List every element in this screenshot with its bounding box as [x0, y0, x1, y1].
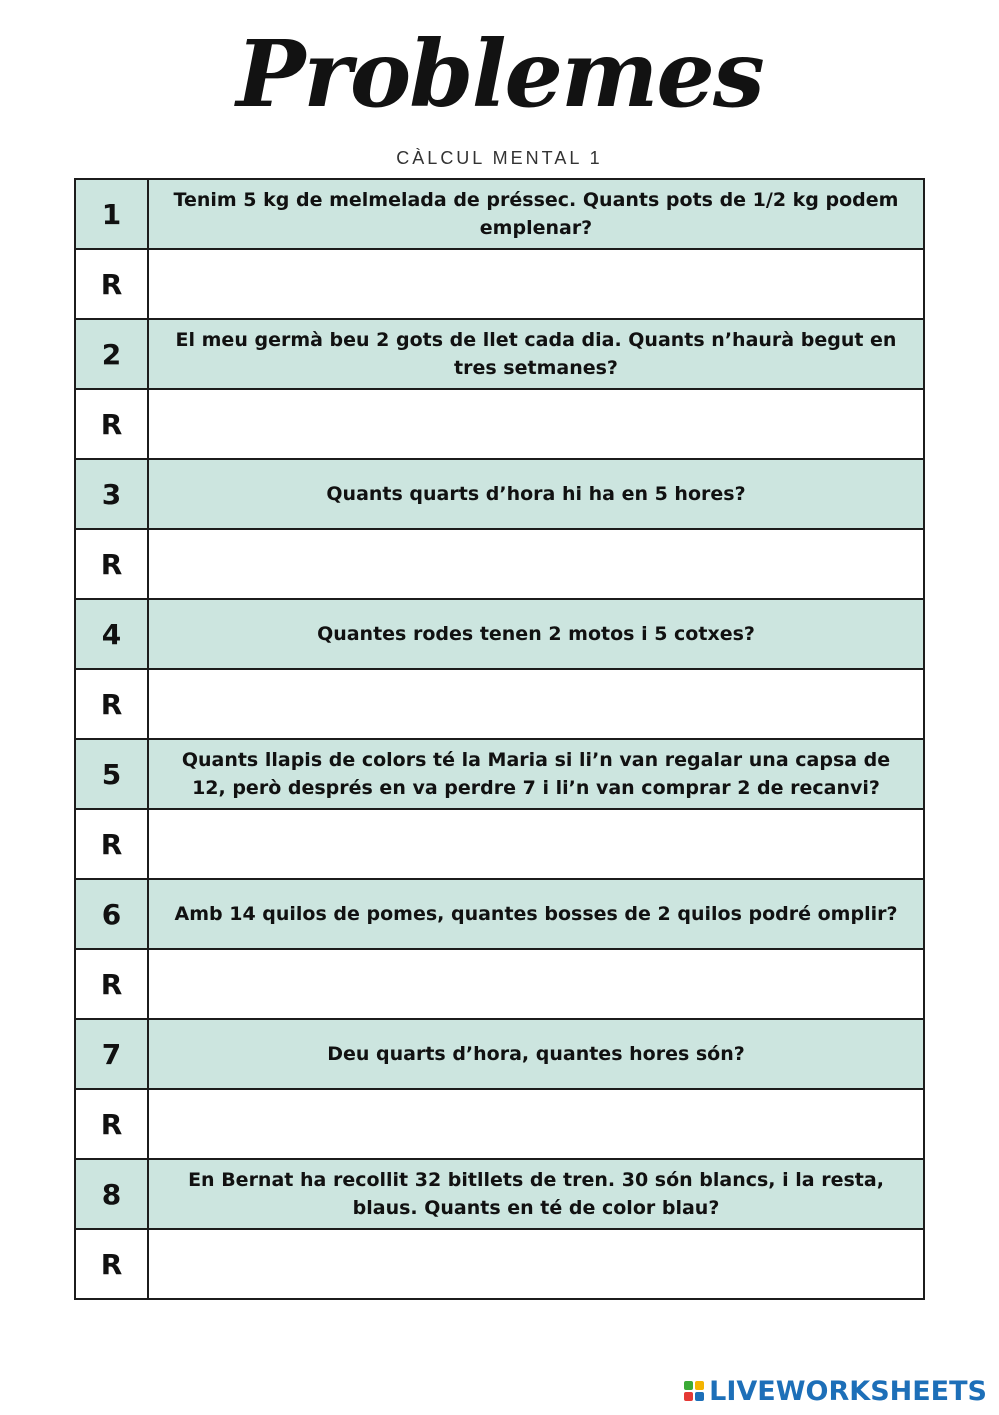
answer-field-2[interactable] — [148, 389, 924, 459]
answer-row-2 — [75, 389, 924, 459]
answer-row-3 — [75, 529, 924, 599]
problem-question: Quantes rodes tenen 2 motos i 5 cotxes? — [148, 599, 924, 669]
answer-field-4[interactable] — [148, 669, 924, 739]
problem-number: 7 — [75, 1019, 148, 1089]
liveworksheets-logo-icon — [684, 1381, 704, 1401]
problem-question: Deu quarts d’hora, quantes hores són? — [148, 1019, 924, 1089]
problem-question: Quants quarts d’hora hi ha en 5 hores? — [148, 459, 924, 529]
problem-row-1 — [75, 179, 924, 249]
problem-row-8 — [75, 1159, 924, 1229]
answer-field-1[interactable] — [148, 249, 924, 319]
problem-question: Quants llapis de colors té la Maria si li’n van regalar una capsa de 12, però després en va perdre 7 i li’n van comprar 2 de recanvi? — [148, 739, 924, 809]
problem-number: 8 — [75, 1159, 148, 1229]
problem-number: 1 — [75, 179, 148, 249]
answer-label: R — [75, 529, 148, 599]
answer-row-5 — [75, 809, 924, 879]
answer-row-1 — [75, 249, 924, 319]
problem-question: Tenim 5 kg de melmelada de préssec. Quants pots de 1/2 kg podem emplenar? — [148, 179, 924, 249]
answer-field-7[interactable] — [148, 1089, 924, 1159]
answer-label: R — [75, 1089, 148, 1159]
answer-field-5[interactable] — [148, 809, 924, 879]
problem-question: En Bernat ha recollit 32 bitllets de tren. 30 són blancs, i la resta, blaus. Quants en té de color blau? — [148, 1159, 924, 1229]
liveworksheets-logo[interactable] — [684, 1374, 987, 1408]
problem-row-4 — [75, 599, 924, 669]
answer-row-6 — [75, 949, 924, 1019]
answer-label: R — [75, 1229, 148, 1299]
answer-label: R — [75, 389, 148, 459]
answer-field-8[interactable] — [148, 1229, 924, 1299]
problem-row-5 — [75, 739, 924, 809]
logo-text: LIVEWORKSHEETS — [709, 1375, 987, 1407]
answer-field-6[interactable] — [148, 949, 924, 1019]
answer-label: R — [75, 809, 148, 879]
problem-number: 3 — [75, 459, 148, 529]
page-title: Problemes — [236, 20, 763, 128]
problem-question: Amb 14 quilos de pomes, quantes bosses de 2 quilos podré omplir? — [148, 879, 924, 949]
problems-table — [74, 178, 925, 1300]
problem-row-7 — [75, 1019, 924, 1089]
problem-number: 5 — [75, 739, 148, 809]
answer-field-3[interactable] — [148, 529, 924, 599]
answer-row-4 — [75, 669, 924, 739]
problem-number: 4 — [75, 599, 148, 669]
problem-question: El meu germà beu 2 gots de llet cada dia. Quants n’haurà begut en tres setmanes? — [148, 319, 924, 389]
problem-row-2 — [75, 319, 924, 389]
answer-row-8 — [75, 1229, 924, 1299]
page-subtitle: CÀLCUL MENTAL 1 — [396, 148, 603, 168]
problem-number: 2 — [75, 319, 148, 389]
answer-row-7 — [75, 1089, 924, 1159]
answer-label: R — [75, 949, 148, 1019]
answer-label: R — [75, 669, 148, 739]
problem-row-6 — [75, 879, 924, 949]
problem-row-3 — [75, 459, 924, 529]
problem-number: 6 — [75, 879, 148, 949]
answer-label: R — [75, 249, 148, 319]
